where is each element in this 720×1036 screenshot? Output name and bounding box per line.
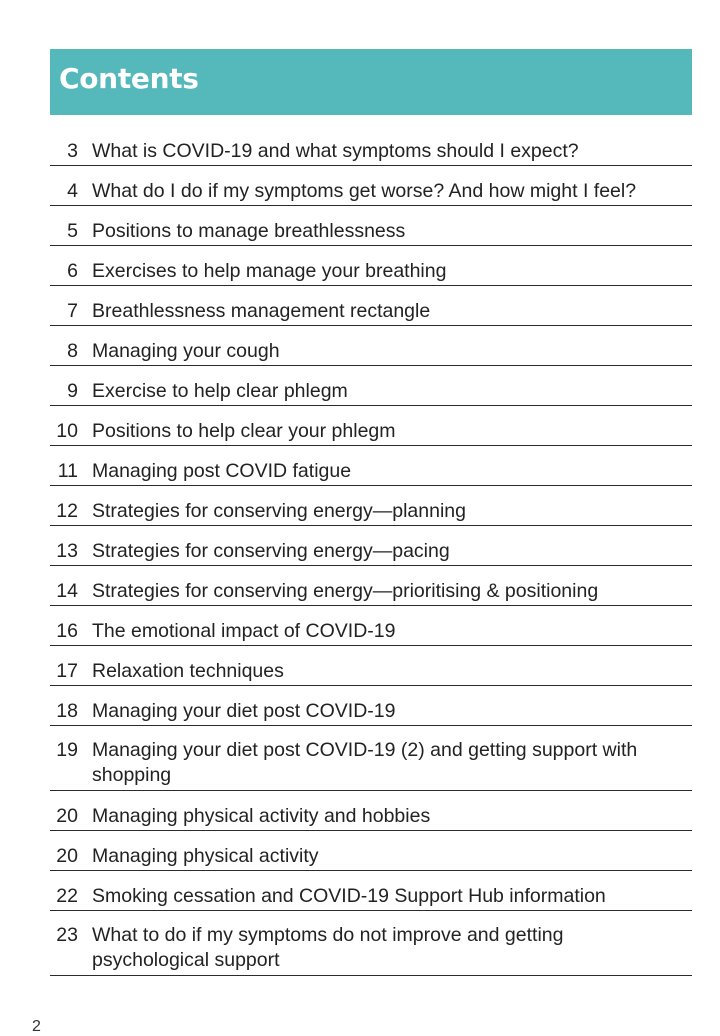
toc-entry-title: What to do if my symptoms do not improve and getting psychological support <box>92 924 564 971</box>
toc-entry[interactable] <box>50 911 692 976</box>
contents-header <box>50 49 692 115</box>
toc-entry[interactable] <box>50 286 692 326</box>
toc-entry[interactable] <box>50 526 692 566</box>
toc-page-number: 10 <box>56 420 78 442</box>
toc-entry-title: Managing physical activity and hobbies <box>92 805 431 827</box>
toc-entry[interactable] <box>50 686 692 726</box>
toc-entry-title: Managing your cough <box>92 340 280 362</box>
toc-entry[interactable] <box>50 446 692 486</box>
toc-page-number: 20 <box>56 845 78 867</box>
toc-entry[interactable] <box>50 126 692 166</box>
toc-page-number: 19 <box>56 739 78 761</box>
toc-entry-title: Exercise to help clear phlegm <box>92 380 348 402</box>
toc-entry[interactable] <box>50 366 692 406</box>
toc-entry-title: Managing post COVID fatigue <box>92 460 352 482</box>
table-of-contents <box>50 126 692 976</box>
toc-page-number: 6 <box>67 260 78 282</box>
toc-entry-title: What do I do if my symptoms get worse? And how might I feel? <box>92 180 637 202</box>
toc-entry-title: Breathlessness management rectangle <box>92 300 431 322</box>
toc-page-number: 3 <box>67 140 78 162</box>
toc-page-number: 16 <box>56 620 78 642</box>
toc-page-number: 23 <box>56 924 78 946</box>
toc-page-number: 12 <box>56 500 78 522</box>
toc-page-number: 14 <box>56 580 78 602</box>
toc-entry-title: Managing your diet post COVID-19 (2) and getting support with shopping <box>92 739 638 786</box>
toc-entry-title: Smoking cessation and COVID-19 Support Hub information <box>92 885 606 907</box>
toc-entry[interactable] <box>50 206 692 246</box>
toc-page-number: 18 <box>56 700 78 722</box>
page-title: Contents <box>59 62 199 95</box>
toc-entry[interactable] <box>50 871 692 911</box>
toc-entry-title: Positions to manage breathlessness <box>92 220 406 242</box>
toc-entry-title: Positions to help clear your phlegm <box>92 420 396 442</box>
toc-entry-title: Managing your diet post COVID-19 <box>92 700 396 722</box>
toc-entry[interactable] <box>50 831 692 871</box>
toc-page-number: 7 <box>67 300 78 322</box>
toc-page-number: 4 <box>67 180 78 202</box>
toc-entry[interactable] <box>50 486 692 526</box>
toc-entry-title: Managing physical activity <box>92 845 319 867</box>
toc-entry[interactable] <box>50 646 692 686</box>
toc-entry[interactable] <box>50 406 692 446</box>
toc-entry-title: Relaxation techniques <box>92 660 284 682</box>
toc-entry[interactable] <box>50 326 692 366</box>
toc-entry[interactable] <box>50 166 692 206</box>
toc-page-number: 11 <box>57 460 78 482</box>
toc-entry[interactable] <box>50 566 692 606</box>
toc-page-number: 22 <box>56 885 78 907</box>
toc-entry[interactable] <box>50 791 692 831</box>
toc-entry-title: Strategies for conserving energy—planning <box>92 500 466 522</box>
toc-page-number: 17 <box>56 660 78 682</box>
toc-entry[interactable] <box>50 606 692 646</box>
footer-page-number: 2 <box>32 1018 41 1035</box>
toc-entry-title: Exercises to help manage your breathing <box>92 260 447 282</box>
toc-page-number: 5 <box>67 220 78 242</box>
toc-entry-title: Strategies for conserving energy—prioritising & positioning <box>92 580 599 602</box>
toc-page-number: 9 <box>67 380 78 402</box>
toc-entry-title: Strategies for conserving energy—pacing <box>92 540 450 562</box>
toc-entry[interactable] <box>50 246 692 286</box>
toc-page-number: 8 <box>67 340 78 362</box>
toc-page-number: 20 <box>56 805 78 827</box>
toc-entry-title: The emotional impact of COVID-19 <box>92 620 396 642</box>
toc-entry-title: What is COVID-19 and what symptoms should I expect? <box>92 140 579 162</box>
toc-page-number: 13 <box>56 540 78 562</box>
toc-entry[interactable] <box>50 726 692 791</box>
